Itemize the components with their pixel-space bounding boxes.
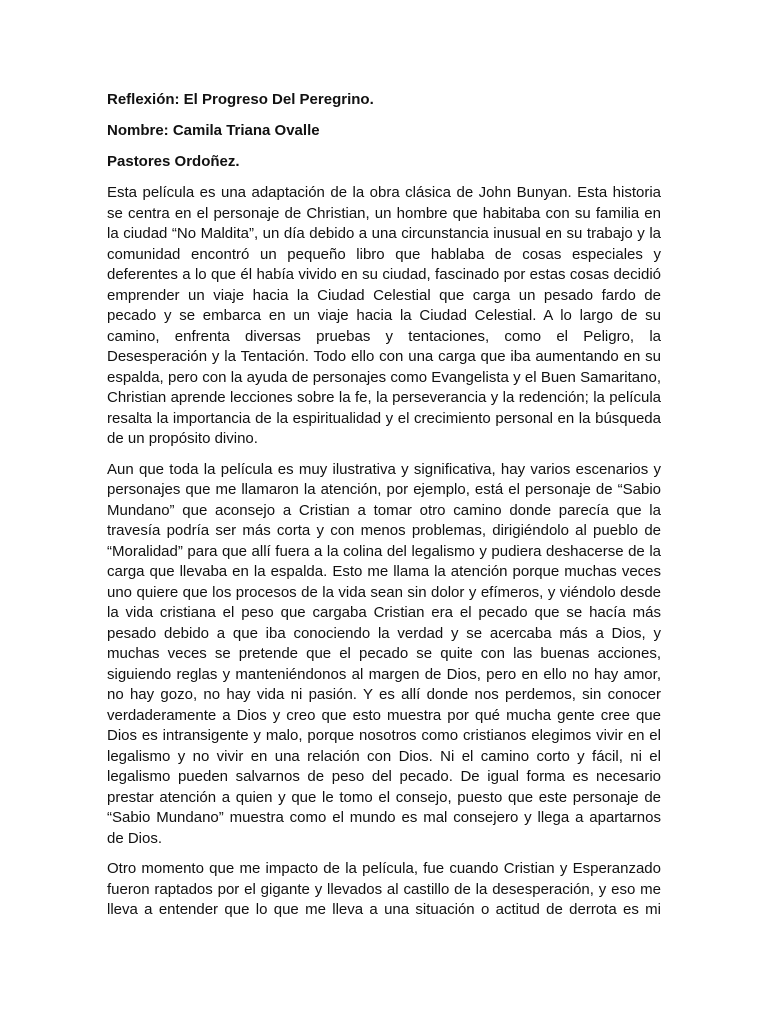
document-content <box>107 90 661 931</box>
recipient-line: Pastores Ordoñez. <box>107 153 240 170</box>
document-title: Reflexión: El Progreso Del Peregrino. <box>107 91 374 108</box>
body-paragraph-3: Otro momento que me impacto de la película, fue cuando Cristian y Esperanzado fueron raptados por el gigante y llevados al castillo de la desesperación, y eso me lleva a entender que lo que me lleva a una situación o actitud de derrota es mi <box>107 860 661 918</box>
body-paragraph-1: Esta película es una adaptación de la obra clásica de John Bunyan. Esta historia se centra en el personaje de Christian, un hombre que habitaba con su familia en la ciudad “No Maldita”, un día debido a una circunstancia inusual en su trabajo y la comunidad encontró un pequeño libro que hablaba de cosas especiales y deferentes a lo que él había vivido en su ciudad, fascinado por estas cosas decidió emprender un viaje hacia la Ciudad Celestial que carga un pesado fardo de pecado y se embarca en un viaje hacia la Ciudad Celestial. A lo largo de su camino, enfrenta diversas pruebas y tentaciones, como el Peligro, la Desesperación y la Tentación. Todo ello con una carga que iba aumentando en su espalda, pero con la ayuda de personajes como Evangelista y el Buen Samaritano, Christian aprende lecciones sobre la fe, la perseverancia y la redención; la película resalta la importancia de la espiritualidad y el crecimiento personal en la búsqueda de un propósito divino. <box>107 184 661 447</box>
body-paragraph-2: Aun que toda la película es muy ilustrativa y significativa, hay varios escenarios y personajes que me llamaron la atención, por ejemplo, está el personaje de “Sabio Mundano” que aconsejo a Cristian a tomar otro camino donde parecía que la travesía podría ser más corta y con menos problemas, dirigiéndolo al pueblo de “Moralidad” para que allí fuera a la colina del legalismo y pudiera deshacerse de la carga que llevaba en la espalda. Esto me llama la atención porque muchas veces uno quiere que los procesos de la vida sean sin dolor y efímeros, y viéndolo desde la vida cristiana el peso que cargaba Cristian era el pecado que se hacía más pesado debido a que iba conociendo la verdad y se acercaba más a Dios, y muchas veces se pretende que el pecado se quite con las buenas acciones, siguiendo reglas y manteniéndonos al margen de Dios, pero en ello no hay amor, no hay gozo, no hay vida ni pasión. Y es allí donde nos perdemos, sin conocer verdaderamente a Dios y creo que esto muestra por qué mucha gente cree que Dios es intransigente y malo, porque nosotros como cristianos elegimos vivir en el legalismo y no vivir en una relación con Dios. Ni el camino corto y fácil, ni el legalismo pueden salvarnos de peso del pecado. De igual forma es necesario prestar atención a quien y que le tomo el consejo, puesto que este personaje de “Sabio Mundano” muestra como el mundo es mal consejero y llega a apartarnos de Dios. <box>107 460 661 847</box>
author-name: Nombre: Camila Triana Ovalle <box>107 122 320 139</box>
